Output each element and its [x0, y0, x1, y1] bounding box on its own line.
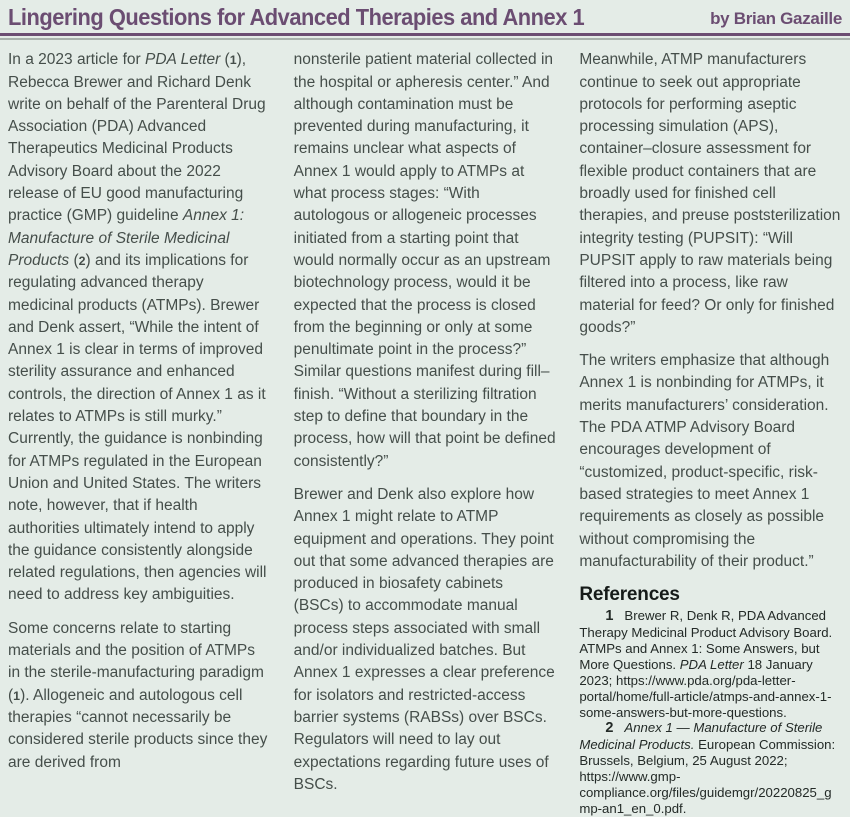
text-segment: PDA Letter [679, 656, 744, 672]
article-column [8, 49, 271, 817]
text-segment: 1 [229, 53, 237, 68]
text-segment: In a 2023 article for [8, 51, 145, 69]
reference-item [579, 608, 842, 720]
article-paragraph [579, 49, 842, 339]
article-header [0, 0, 850, 30]
text-segment: 18 January 2023; https://www.pda.org/pda-letter-portal/home/full-article/atmps-and-annex-1-some-answers-but-more-questions. [579, 656, 832, 720]
text-segment: 1 [605, 608, 614, 625]
article-columns [0, 40, 850, 817]
text-segment: ( [220, 51, 230, 69]
byline: by Brian Gazaille [710, 9, 842, 29]
text-segment: European Commission: Brussels, Belgium, 25 August 2022; https://www.gmp-compliance.org/files/guidemgr/20220825_gmp-an1_en_0.pdf. [579, 737, 836, 816]
text-segment: ) and its implications for regulating advanced therapy medicinal products (ATMPs). Brewer and Denk assert, “While the intent of Annex 1 is clear in terms of improved sterility assurance and enhanced controls, the direction of Annex 1 as it relates to ATMPs is still murky.” Currently, the guidance is nonbinding for ATMPs regulated in the European Union and United States. The writers note, however, that if health authorities ultimately intend to apply the guidance consistently alongside related regulations, then agencies will need to address key ambiguities. [8, 251, 267, 604]
text-segment: Some concerns relate to starting materials and the position of ATMPs in the sterile-manufacturing paradigm ( [8, 619, 264, 704]
article-column [579, 49, 842, 817]
article-paragraph [294, 49, 557, 473]
text-segment: 2 [78, 253, 86, 268]
text-segment: 2 [605, 720, 614, 737]
text-segment: Meanwhile, ATMP manufacturers continue to seek out appropriate protocols for performing aseptic processing simulation (APS), container–closure assessment for flexible product containers that are broadly used for finished cell therapies, and preuse poststerilization integrity testing (PUPSIT): “Will PUPSIT apply to raw materials being filtered into a process, like raw material for feed? Or only for finished goods?” [579, 51, 841, 336]
references-heading: References [579, 584, 680, 606]
text-segment: PDA Letter [145, 51, 221, 69]
text-segment: Annex 1 — Manufacture of Sterile Medicinal Products. [579, 720, 823, 753]
article-column [294, 49, 557, 817]
article-paragraph [579, 350, 842, 573]
page-title: Lingering Questions for Advanced Therapies and Annex 1 [8, 4, 585, 30]
text-segment: ). Allogeneic and autologous cell therapies “cannot necessarily be considered sterile products since they are derived from [8, 686, 268, 771]
header-rule-purple [0, 33, 850, 36]
text-segment: ( [69, 251, 79, 269]
reference-item [579, 720, 842, 816]
text-segment: Brewer R, Denk R, PDA Advanced Therapy Medicinal Product Advisory Board. ATMPs and Annex 1: Some Answers, but More Questions. [579, 608, 833, 672]
text-segment: nonsterile patient material collected in the hospital or apheresis center.” And although contamination must be prevented during manufacturing, it remains unclear what aspects of Annex 1 would apply to ATMPs at what process stages: “With autologous or allogeneic processes initiated from a starting point that would normally occur as an upstream biotechnology process, would it be expected that the process is closed from the beginning or only at some penultimate point in the process?” Similar questions manifest during fill–finish. “Without a sterilizing filtration step to define that boundary in the process, how will that point be defined consistently?” [293, 51, 556, 470]
text-segment: Brewer and Denk also explore how Annex 1 might relate to ATMP equipment and operations. They point out that some advanced therapies are produced in biosafety cabinets (BSCs) to accommodate manual process steps associated with small and/or individualized batches. But Annex 1 expresses a clear preference for isolators and restricted-access barrier systems (RABSs) over BSCs. Regulators will need to lay out expectations regarding future uses of BSCs. [293, 485, 555, 793]
text-segment: The writers emphasize that although Annex 1 is nonbinding for ATMPs, it merits manufacturers’ consideration. The PDA ATMP Advisory Board encourages development of “customized, product-specific, risk-based strategies to meet Annex 1 requirements as closely as possible without compromising the manufacturability of their product.” [579, 352, 830, 570]
text-segment: Annex 1: Manufacture of Sterile Medicinal Products [8, 207, 245, 269]
text-segment: ), Rebecca Brewer and Richard Denk write on behalf of the Parenteral Drug Association (PDA) Advanced Therapeutics Medicinal Products Advisory Board about the 2022 release of EU good manufacturing practice (GMP) guideline [8, 51, 266, 225]
article-paragraph [294, 484, 557, 796]
text-segment: 1 [13, 688, 21, 703]
article-paragraph [8, 49, 271, 606]
article-paragraph [8, 618, 271, 774]
